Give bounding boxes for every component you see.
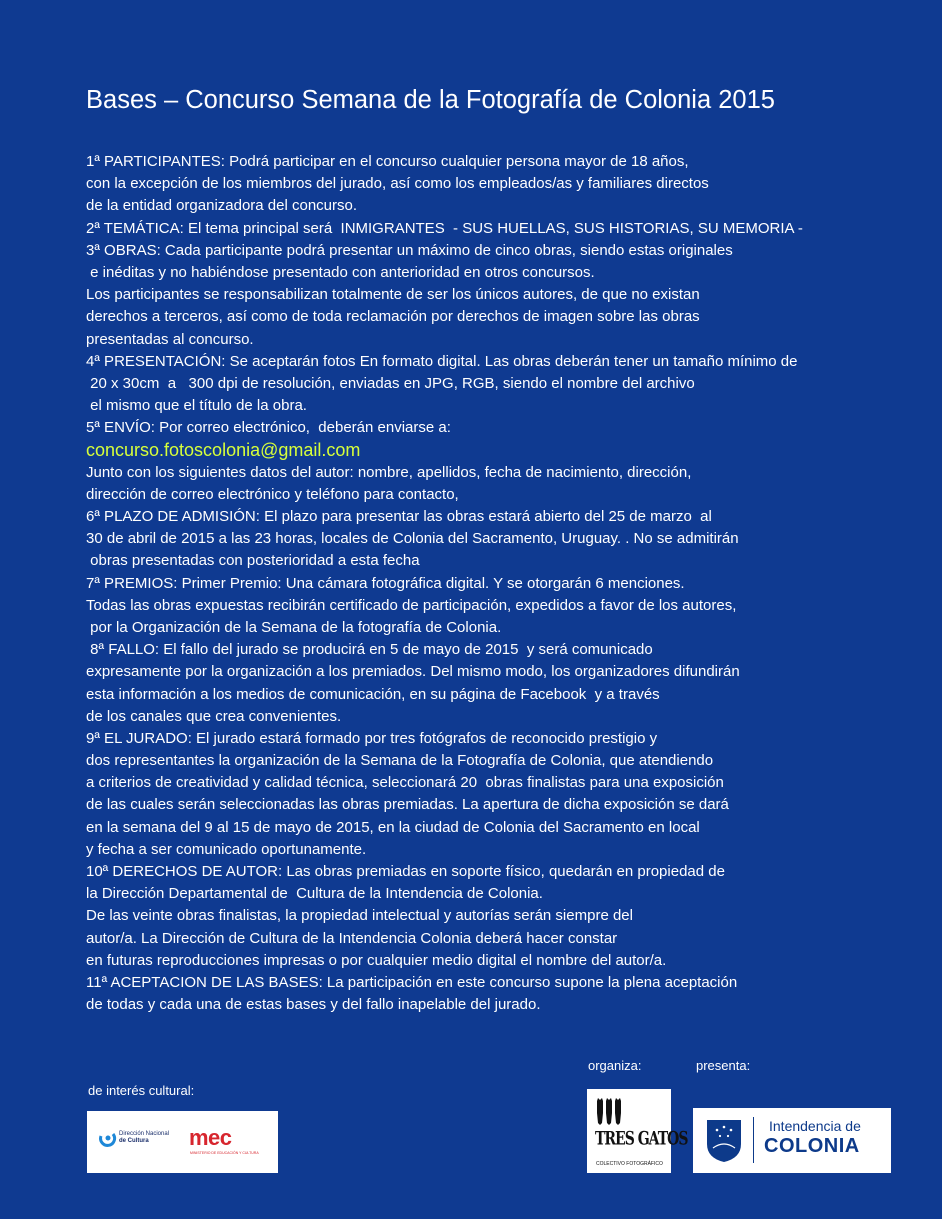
rules-line: 7ª PREMIOS: Primer Premio: Una cámara fotográfica digital. Y se otorgarán 6 menciones. <box>86 574 685 592</box>
dnc-text <box>119 1131 169 1145</box>
rules-line: De las veinte obras finalistas, la propiedad intelectual y autorías serán siempre del <box>86 907 633 925</box>
mec-wordmark: mec <box>189 1125 232 1150</box>
rules-line: esta información a los medios de comunicación, en su página de Facebook y a través <box>86 685 660 703</box>
rules-line: derechos a terceros, así como de toda reclamación por derechos de imagen sobre las obras <box>86 308 700 326</box>
rules-line: de las cuales serán seleccionadas las obras premiadas. La apertura de dicha exposición se dará <box>86 796 729 814</box>
rules-line: 4ª PRESENTACIÓN: Se aceptarán fotos En formato digital. Las obras deberán tener un tamaño mínimo de <box>86 352 798 370</box>
interes-label: de interés cultural: <box>88 1083 195 1098</box>
rules-line: 3ª OBRAS: Cada participante podrá presentar un máximo de cinco obras, siendo estas originales <box>86 241 733 259</box>
organiza-label: organiza: <box>588 1058 642 1073</box>
rules-line: y fecha a ser comunicado oportunamente. <box>86 840 367 858</box>
colonia-shield-icon <box>705 1118 743 1164</box>
rules-line: obras presentadas con posterioridad a esta fecha <box>86 552 420 570</box>
rules-line: por la Organización de la Semana de la fotografía de Colonia. <box>86 618 502 636</box>
page-title: Bases – Concurso Semana de la Fotografía de Colonia 2015 <box>86 86 775 114</box>
dnc-line2: de Cultura <box>119 1138 149 1144</box>
mec-logo <box>87 1111 278 1173</box>
rules-line: expresamente por la organización a los premiados. Del mismo modo, los organizadores difundirán <box>86 663 740 681</box>
rules-line: a criterios de creatividad y calidad técnica, seleccionará 20 obras finalistas para una exposición <box>86 774 724 792</box>
mec-subtitle: MINISTERIO DE EDUCACIÓN Y CULTURA <box>190 1151 259 1155</box>
rules-line: con la excepción de los miembros del jurado, así como los empleados/as y familiares directos <box>86 175 709 193</box>
rules-line: 30 de abril de 2015 a las 23 horas, locales de Colonia del Sacramento, Uruguay. . No se admitirán <box>86 530 739 548</box>
rules-line: Todas las obras expuestas recibirán certificado de participación, expedidos a favor de los autores, <box>86 596 737 614</box>
rules-line: de los canales que crea convenientes. <box>86 707 342 725</box>
presenta-label: presenta: <box>696 1058 751 1073</box>
rules-line: dos representantes la organización de la Semana de la Fotografía de Colonia, que atendiendo <box>86 752 714 770</box>
rules-line: presentadas al concurso. <box>86 330 254 348</box>
rules-line: 10ª DERECHOS DE AUTOR: Las obras premiadas en soporte físico, quedarán en propiedad de <box>86 863 725 880</box>
tres-gatos-name: TRES GATOS <box>595 1129 688 1150</box>
rules-line: 6ª PLAZO DE ADMISIÓN: El plazo para presentar las obras estará abierto del 25 de marzo al <box>86 508 712 525</box>
rules-body <box>86 151 803 1016</box>
dnc-line1: Dirección Nacional <box>119 1131 170 1137</box>
rules-line: en futuras reproducciones impresas o por cualquier medio digital el nombre del autor/a. <box>86 951 667 969</box>
colonia-logo <box>693 1108 891 1173</box>
cats-icon <box>596 1097 624 1127</box>
rules-line: de todas y cada una de estas bases y del fallo inapelable del jurado. <box>86 996 541 1014</box>
rules-line: Los participantes se responsabilizan totalmente de ser los únicos autores, de que no existan <box>86 286 700 304</box>
rules-line: 1ª PARTICIPANTES: Podrá participar en el concurso cualquier persona mayor de 18 años, <box>86 153 689 170</box>
tres-gatos-logo <box>587 1089 688 1173</box>
tres-gatos-sub: COLECTIVO FOTOGRÁFICO <box>596 1161 663 1167</box>
rules-line: de la entidad organizadora del concurso. <box>86 197 358 215</box>
rules-line: Junto con los siguientes datos del autor: nombre, apellidos, fecha de nacimiento, dirección, <box>86 463 692 481</box>
rules-line: dirección de correo electrónico y teléfono para contacto, <box>86 485 459 503</box>
colonia-line2: COLONIA <box>764 1135 860 1157</box>
colonia-line1: Intendencia de <box>769 1118 861 1134</box>
rules-line: 2ª TEMÁTICA: El tema principal será INMIGRANTES - SUS HUELLAS, SUS HISTORIAS, SU MEMORIA - <box>86 219 803 237</box>
rules-line: 9ª EL JURADO: El jurado estará formado por tres fotógrafos de reconocido prestigio y <box>86 729 658 747</box>
email-link[interactable]: concurso.fotoscolonia@gmail.com <box>86 440 361 461</box>
rules-line: la Dirección Departamental de Cultura de la Intendencia de Colonia. <box>86 885 543 903</box>
rules-line: autor/a. La Dirección de Cultura de la Intendencia Colonia deberá hacer constar <box>86 929 618 947</box>
dnc-logo-icon <box>97 1128 117 1148</box>
colonia-divider <box>753 1117 754 1163</box>
rules-line: 8ª FALLO: El fallo del jurado se producirá en 5 de mayo de 2015 y será comunicado <box>86 641 653 659</box>
rules-line: 11ª ACEPTACION DE LAS BASES: La participación en este concurso supone la plena aceptación <box>86 973 738 991</box>
rules-line: e inéditas y no habiéndose presentado con anterioridad en otros concursos. <box>86 263 595 281</box>
rules-line: 5ª ENVÍO: Por correo electrónico, deberán enviarse a: <box>86 419 451 437</box>
rules-line: 20 x 30cm a 300 dpi de resolución, enviadas en JPG, RGB, siendo el nombre del archivo <box>86 374 695 392</box>
rules-line: el mismo que el título de la obra. <box>86 397 307 415</box>
rules-line: en la semana del 9 al 15 de mayo de 2015, en la ciudad de Colonia del Sacramento en local <box>86 818 700 836</box>
